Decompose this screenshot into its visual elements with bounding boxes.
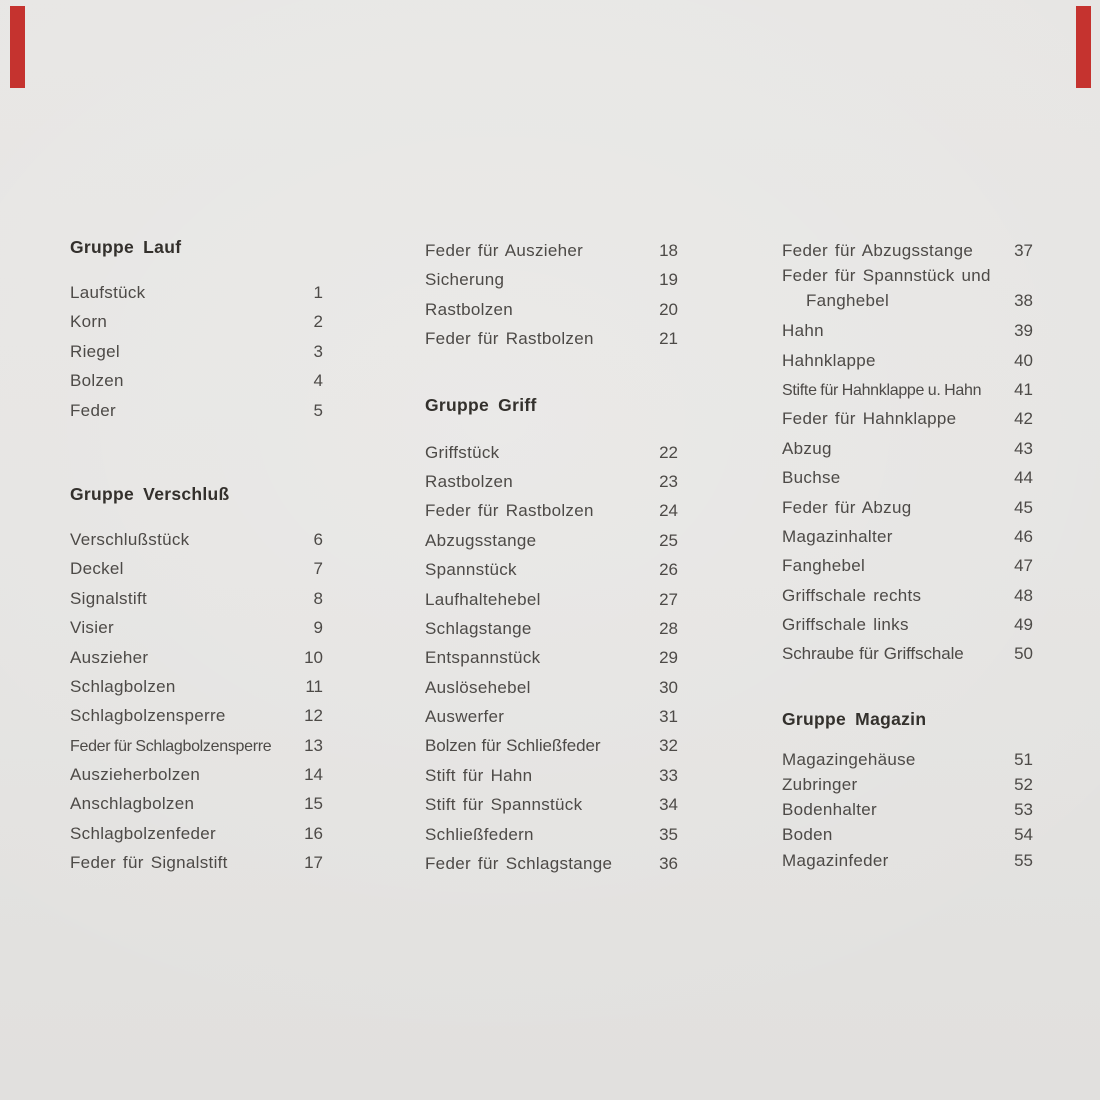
part-name: Griffschale links (782, 615, 909, 635)
part-number: 35 (659, 824, 678, 844)
part-number: 39 (1014, 321, 1033, 341)
parts-list (782, 236, 1033, 669)
part-name: Spannstück (425, 560, 517, 580)
parts-list-row (425, 820, 678, 849)
parts-list-row (70, 613, 323, 642)
part-number: 21 (659, 329, 678, 349)
parts-list-row (70, 672, 323, 701)
part-number: 32 (659, 736, 678, 756)
part-number: 52 (1014, 775, 1033, 795)
parts-list-row (425, 585, 678, 614)
part-name: Feder für Signalstift (70, 853, 228, 873)
part-number: 9 (313, 618, 323, 638)
parts-list-row (782, 522, 1033, 551)
part-number: 50 (1014, 644, 1033, 664)
part-number: 24 (659, 501, 678, 521)
part-number: 37 (1014, 241, 1033, 260)
part-number: 40 (1014, 350, 1033, 370)
part-name: Feder für Schlagstange (425, 854, 613, 874)
part-number: 6 (313, 529, 323, 549)
part-number: 42 (1014, 409, 1033, 429)
parts-list-row (70, 337, 323, 366)
parts-list-row (70, 525, 323, 554)
part-number: 22 (659, 442, 678, 462)
parts-list-row (425, 526, 678, 555)
part-name: Schlagbolzensperre (70, 706, 226, 726)
part-name: Stift für Hahn (425, 765, 533, 785)
parts-list-row (425, 643, 678, 672)
part-name: Schlagbolzen (70, 676, 176, 696)
part-name: Schlagstange (425, 618, 532, 638)
part-name: Bolzen für Schließfeder (425, 736, 601, 756)
red-edge-mark-right (1076, 6, 1091, 88)
part-number: 45 (1014, 497, 1033, 517)
part-number: 46 (1014, 526, 1033, 546)
part-number: 53 (1014, 800, 1033, 820)
part-number: 27 (659, 589, 678, 609)
part-number: 48 (1014, 585, 1033, 605)
parts-list-row (782, 404, 1033, 433)
part-name: Schraube für Griffschale (782, 644, 964, 664)
parts-list-row (782, 822, 1033, 847)
parts-list-row (425, 555, 678, 584)
part-name: Bolzen (70, 371, 124, 391)
part-row-line2 (782, 286, 1033, 316)
part-name: Boden (782, 825, 833, 845)
part-number: 14 (304, 765, 323, 785)
parts-list-row (70, 396, 323, 425)
part-name: Sicherung (425, 270, 505, 290)
parts-list-row (425, 467, 678, 496)
parts-list-row (70, 848, 323, 877)
parts-column-2 (425, 236, 678, 878)
part-name: Stifte für Hahnklappe u. Hahn (782, 381, 982, 399)
parts-list-row (425, 731, 678, 760)
part-name: Entspannstück (425, 648, 541, 668)
parts-column-1 (70, 236, 323, 878)
part-name: Hahn (782, 321, 824, 341)
part-number: 7 (313, 559, 323, 579)
parts-list-row (70, 731, 323, 760)
part-number: 41 (1014, 379, 1033, 399)
part-name: Feder für Schlagbolzensperre (70, 737, 272, 755)
parts-list-row (782, 610, 1033, 639)
part-number: 1 (313, 283, 323, 302)
part-name: Deckel (70, 559, 124, 579)
parts-list-row (782, 848, 1033, 873)
parts-list-row (70, 819, 323, 848)
part-name: Feder für Rastbolzen (425, 329, 594, 349)
part-name: Griffschale rechts (782, 585, 922, 605)
parts-list-row (425, 614, 678, 643)
parts-list (782, 747, 1033, 873)
parts-list-row (782, 747, 1033, 772)
parts-list-row (782, 551, 1033, 580)
parts-list-row (782, 346, 1033, 375)
group-heading: Gruppe Magazin (782, 708, 927, 729)
parts-list-row (782, 265, 1033, 316)
part-name: Auswerfer (425, 707, 505, 727)
part-number: 15 (304, 794, 323, 814)
parts-list-row (782, 463, 1033, 492)
part-number: 51 (1014, 749, 1033, 769)
parts-list-row (782, 772, 1033, 797)
parts-list-row (70, 584, 323, 613)
part-name: Zubringer (782, 775, 858, 795)
part-name: Fanghebel (782, 556, 866, 576)
parts-list (70, 525, 323, 878)
part-name: Magazingehäuse (782, 749, 916, 769)
part-name: Visier (70, 618, 115, 638)
parts-list-row (425, 295, 678, 324)
part-number: 31 (659, 707, 678, 727)
group-heading: Gruppe Verschluß (70, 483, 230, 504)
parts-list-row (70, 643, 323, 672)
part-name: Laufstück (70, 283, 146, 302)
part-name: Hahnklappe (782, 350, 876, 370)
part-number: 34 (659, 795, 678, 815)
parts-list-row (70, 789, 323, 818)
part-number: 44 (1014, 468, 1033, 488)
parts-list-row (425, 496, 678, 525)
part-number: 5 (313, 400, 323, 420)
parts-list-row (782, 434, 1033, 463)
parts-list (425, 438, 678, 879)
group-heading: Gruppe Lauf (70, 237, 182, 257)
parts-list-row (425, 673, 678, 702)
part-number: 38 (1014, 291, 1033, 311)
part-name: Verschlußstück (70, 529, 190, 549)
part-number: 25 (659, 530, 678, 550)
part-number: 10 (304, 647, 323, 667)
part-number: 19 (659, 270, 678, 290)
part-number: 26 (659, 560, 678, 580)
part-name: Rastbolzen (425, 299, 514, 319)
group-heading: Gruppe Griff (425, 394, 537, 415)
part-name: Griffstück (425, 442, 500, 462)
part-number: 23 (659, 471, 678, 491)
parts-list-row (782, 236, 1033, 265)
parts-list-row (425, 761, 678, 790)
parts-list-row (425, 790, 678, 819)
parts-list-row (782, 639, 1033, 668)
parts-list-row (782, 493, 1033, 522)
part-name-line2: Fanghebel (806, 291, 890, 311)
part-number: 11 (305, 676, 323, 696)
part-number: 54 (1014, 825, 1033, 845)
parts-list-row (425, 265, 678, 294)
part-name: Feder für Abzugsstange (782, 241, 974, 260)
part-name: Laufhaltehebel (425, 589, 541, 609)
part-name: Rastbolzen (425, 471, 514, 491)
part-name: Magazinhalter (782, 526, 893, 546)
part-name: Signalstift (70, 588, 148, 608)
part-number: 3 (313, 341, 323, 361)
part-number: 33 (659, 765, 678, 785)
part-number: 36 (659, 854, 678, 874)
parts-list-row (70, 554, 323, 583)
part-name: Riegel (70, 341, 120, 361)
parts-list-row (425, 324, 678, 353)
parts-list-row (425, 702, 678, 731)
part-number: 47 (1014, 556, 1033, 576)
part-number: 18 (659, 241, 678, 260)
part-name: Feder für Auszieher (425, 241, 584, 260)
parts-list-row (70, 760, 323, 789)
parts-list (425, 236, 678, 354)
parts-list-row (70, 366, 323, 395)
part-number: 12 (304, 706, 323, 726)
part-name: Feder für Rastbolzen (425, 501, 594, 521)
parts-list-row (425, 849, 678, 878)
parts-list-row (70, 278, 323, 307)
part-name: Korn (70, 312, 108, 332)
parts-column-3 (782, 236, 1033, 873)
part-name: Abzug (782, 438, 832, 458)
part-number: 17 (304, 853, 323, 873)
parts-list-row (425, 438, 678, 467)
parts-list (70, 278, 323, 425)
part-name-line1: Feder für Spannstück und (782, 266, 991, 286)
part-name: Anschlagbolzen (70, 794, 195, 814)
part-name: Feder (70, 400, 116, 420)
part-number: 13 (304, 735, 323, 755)
part-name: Auszieherbolzen (70, 765, 201, 785)
part-name: Feder für Hahnklappe (782, 409, 957, 429)
part-name: Bodenhalter (782, 800, 877, 820)
part-name: Feder für Abzug (782, 497, 912, 517)
part-name: Stift für Spannstück (425, 795, 583, 815)
parts-list-row (70, 701, 323, 730)
parts-list-row (782, 316, 1033, 345)
part-number: 20 (659, 299, 678, 319)
parts-list-row (782, 375, 1033, 404)
part-number: 49 (1014, 615, 1033, 635)
part-name: Buchse (782, 468, 841, 488)
part-number: 2 (313, 312, 323, 332)
part-name: Auslösehebel (425, 677, 531, 697)
part-name: Abzugsstange (425, 530, 537, 550)
part-name: Auszieher (70, 647, 149, 667)
part-number: 4 (313, 371, 323, 391)
part-number: 29 (659, 648, 678, 668)
parts-list-row (782, 797, 1033, 822)
part-name: Schließfedern (425, 824, 534, 844)
parts-list-row (782, 581, 1033, 610)
part-name: Magazinfeder (782, 850, 889, 870)
part-number: 16 (304, 823, 323, 843)
part-number: 55 (1014, 850, 1033, 870)
parts-list-row (70, 307, 323, 336)
part-name: Schlagbolzenfeder (70, 823, 216, 843)
part-number: 28 (659, 618, 678, 638)
part-number: 43 (1014, 438, 1033, 458)
parts-list-row (425, 236, 678, 265)
red-edge-mark-left (10, 6, 25, 88)
part-number: 8 (313, 588, 323, 608)
part-number: 30 (659, 677, 678, 697)
